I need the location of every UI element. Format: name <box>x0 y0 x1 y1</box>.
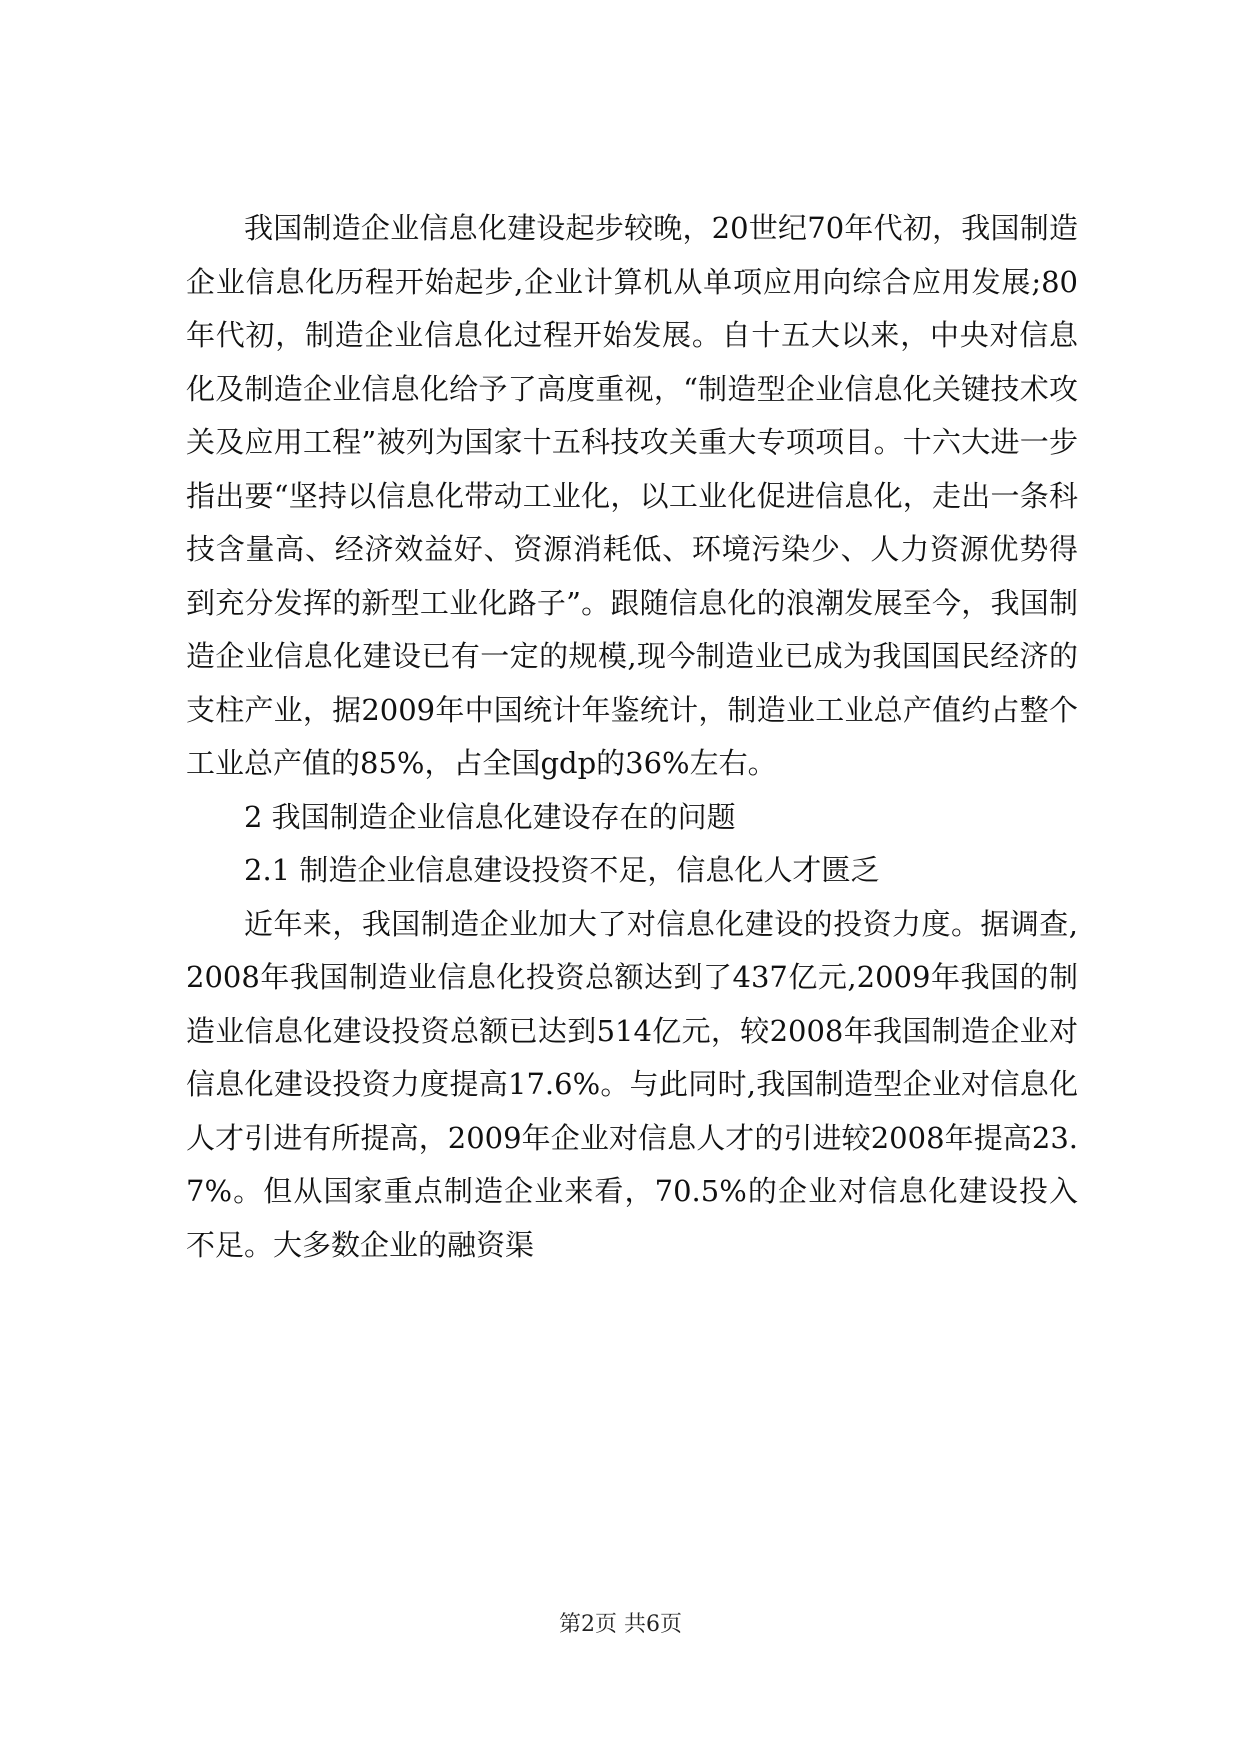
section-heading: 2 我国制造企业信息化建设存在的问题 <box>244 799 736 834</box>
intro-paragraph: 我国制造企业信息化建设起步较晚，20世纪70年代初，我国制造企业信息化历程开始起步,企业计算机从单项应用向综合应用发展;80年代初，制造企业信息化过程开始发展。自十五大以来，中央对信息化及制造企业信息化给予了高度重视，“制造型企业信息化关键技术攻关及应用工程”被列为国家十五科技攻关重大专项项目。十六大进一步指出要“坚持以信息化带动工业化，以工业化促进信息化，走出一条科技含量高、经济效益好、资源消耗低、环境污染少、人力资源优势得到充分发挥的新型工业化路子”。跟随信息化的浪潮发展至今，我国制造企业信息化建设已有一定的规模,现今制造业已成为我国国民经济的支柱产业，据2009年中国统计年鉴统计，制造业工业总产值约占整个工业总产值的85%，占全国gdp的36%左右。 <box>186 211 1078 780</box>
investment-paragraph: 近年来，我国制造企业加大了对信息化建设的投资力度。据调查,2008年我国制造业信息化投资总额达到了437亿元,2009年我国的制造业信息化建设投资总额已达到514亿元，较2008年我国制造企业对信息化建设投资力度提高17.6%。与此同时,我国制造型企业对信息化人才引进有所提高，2009年企业对信息人才的引进较2008年提高23.7%。但从国家重点制造企业来看，70.5%的企业对信息化建设投入不足。大多数企业的融资渠 <box>186 906 1078 1262</box>
document-body <box>186 202 1078 1272</box>
page-number-footer: 第2页 共6页 <box>559 1612 682 1637</box>
subsection-heading: 2.1 制造企业信息建设投资不足，信息化人才匮乏 <box>244 853 880 887</box>
